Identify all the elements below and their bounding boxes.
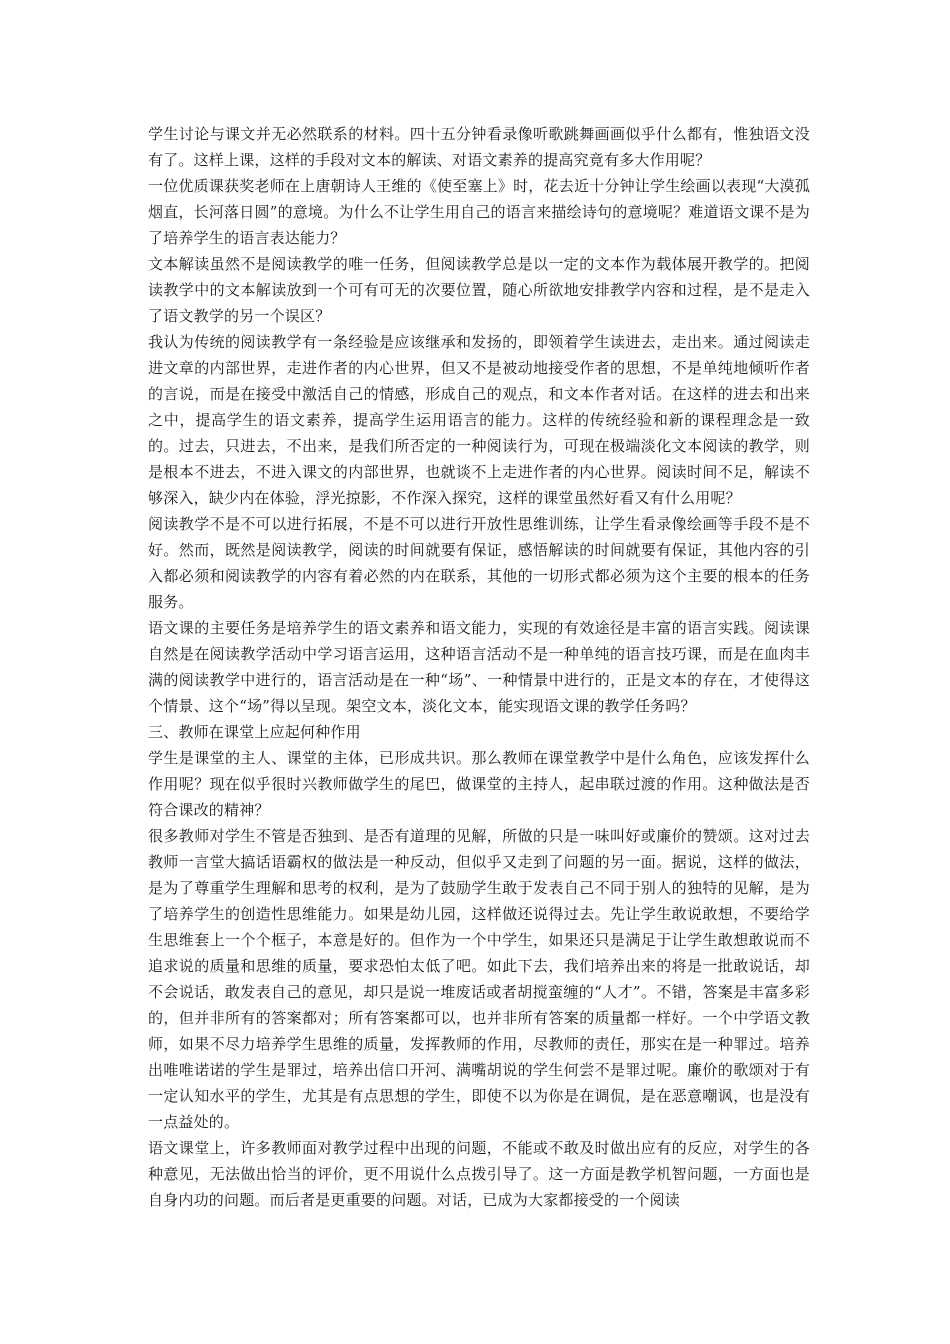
paragraph: 文本解读虽然不是阅读教学的唯一任务，但阅读教学总是以一定的文本作为载体展开教学的。把阅读教学中的文本解读放到一个可有可无的次要位置，随心所欲地安排教学内容和过程，是不是走入了语文教学的另一个误区？ [148, 255, 810, 325]
paragraph: 学生讨论与课文并无必然联系的材料。四十五分钟看录像听歌跳舞画画似乎什么都有，惟独语文没有了。这样上课，这样的手段对文本的解读、对语文素养的提高究竟有多大作用呢？ [148, 125, 810, 169]
paragraph: 我认为传统的阅读教学有一条经验是应该继承和发扬的，即领着学生读进去，走出来。通过阅读走进文章的内部世界，走进作者的内心世界，但又不是被动地接受作者的思想，不是单纯地倾听作者的言说，而是在接受中激活自己的情感，形成自己的观点，和文本作者对话。在这样的进去和出来之中，提高学生的语文素养，提高学生运用语言的能力。这样的传统经验和新的课程理念是一致的。过去，只进去，不出来，是我们所否定的一种阅读行为，可现在极端淡化文本阅读的教学，则是根本不进去，不进入课文的内部世界，也就谈不上走进作者的内心世界。阅读时间不足，解读不够深入，缺少内在体验，浮光掠影，不作深入探究，这样的课堂虽然好看又有什么用呢？ [148, 333, 810, 507]
paragraph: 一位优质课获奖老师在上唐朝诗人王维的《使至塞上》时，花去近十分钟让学生绘画以表现“大漠孤烟直，长河落日圆”的意境。为什么不让学生用自己的语言来描绘诗句的意境呢？难道语文课不是为了培养学生的语言表达能力？ [148, 177, 810, 247]
paragraph: 学生是课堂的主人、课堂的主体，已形成共识。那么教师在课堂教学中是什么角色，应该发挥什么作用呢？现在似乎很时兴教师做学生的尾巴，做课堂的主持人，起串联过渡的作用。这种做法是否符合课改的精神？ [148, 749, 810, 819]
paragraph: 阅读教学不是不可以进行拓展，不是不可以进行开放性思维训练，让学生看录像绘画等手段不是不好。然而，既然是阅读教学，阅读的时间就要有保证，感悟解读的时间就要有保证，其他内容的引入都必须和阅读教学的内容有着必然的内在联系，其他的一切形式都必须为这个主要的根本的任务服务。 [148, 515, 810, 611]
section-heading: 三、教师在课堂上应起何种作用 [148, 723, 361, 741]
paragraph: 语文课的主要任务是培养学生的语文素养和语文能力，实现的有效途径是丰富的语言实践。阅读课自然是在阅读教学活动中学习语言运用，这种语言活动不是一种单纯的语言技巧课，而是在血肉丰满的阅读教学中进行的，语言活动是在一种“场”、一种情景中进行的，正是文本的存在，才使得这个情景、这个“场”得以呈现。架空文本，淡化文本，能实现语文课的教学任务吗？ [148, 619, 810, 715]
paragraph: 语文课堂上，许多教师面对教学过程中出现的问题，不能或不敢及时做出应有的反应，对学生的各种意见，无法做出恰当的评价，更不用说什么点拨引导了。这一方面是教学机智问题，一方面也是自身内功的问题。而后者是更重要的问题。对话，已成为大家都接受的一个阅读 [148, 1139, 810, 1209]
document-body [148, 121, 810, 1213]
paragraph: 很多教师对学生不管是否独到、是否有道理的见解，所做的只是一味叫好或廉价的赞颂。这对过去教师一言堂大搞话语霸权的做法是一种反动，但似乎又走到了问题的另一面。据说，这样的做法，是为了尊重学生理解和思考的权利，是为了鼓励学生敢于发表自己不同于别人的独特的见解，是为了培养学生的创造性思维能力。如果是幼儿园，这样做还说得过去。先让学生敢说敢想，不要给学生思维套上一个个框子，本意是好的。但作为一个中学生，如果还只是满足于让学生敢想敢说而不追求说的质量和思维的质量，要求恐怕太低了吧。如此下去，我们培养出来的将是一批敢说话，却不会说话，敢发表自己的意见，却只是说一堆废话或者胡搅蛮缠的“人才”。不错，答案是丰富多彩的，但并非所有的答案都对；所有答案都可以，也并非所有答案的质量都一样好。一个中学语文教师，如果不尽力培养学生思维的质量，发挥教师的作用，尽教师的责任，那实在是一种罪过。培养出唯唯诺诺的学生是罪过，培养出信口开河、满嘴胡说的学生何尝不是罪过呢。廉价的歌颂对于有一定认知水平的学生，尤其是有点思想的学生，即使不以为你是在调侃，是在恶意嘲讽，也是没有一点益处的。 [148, 827, 810, 1131]
